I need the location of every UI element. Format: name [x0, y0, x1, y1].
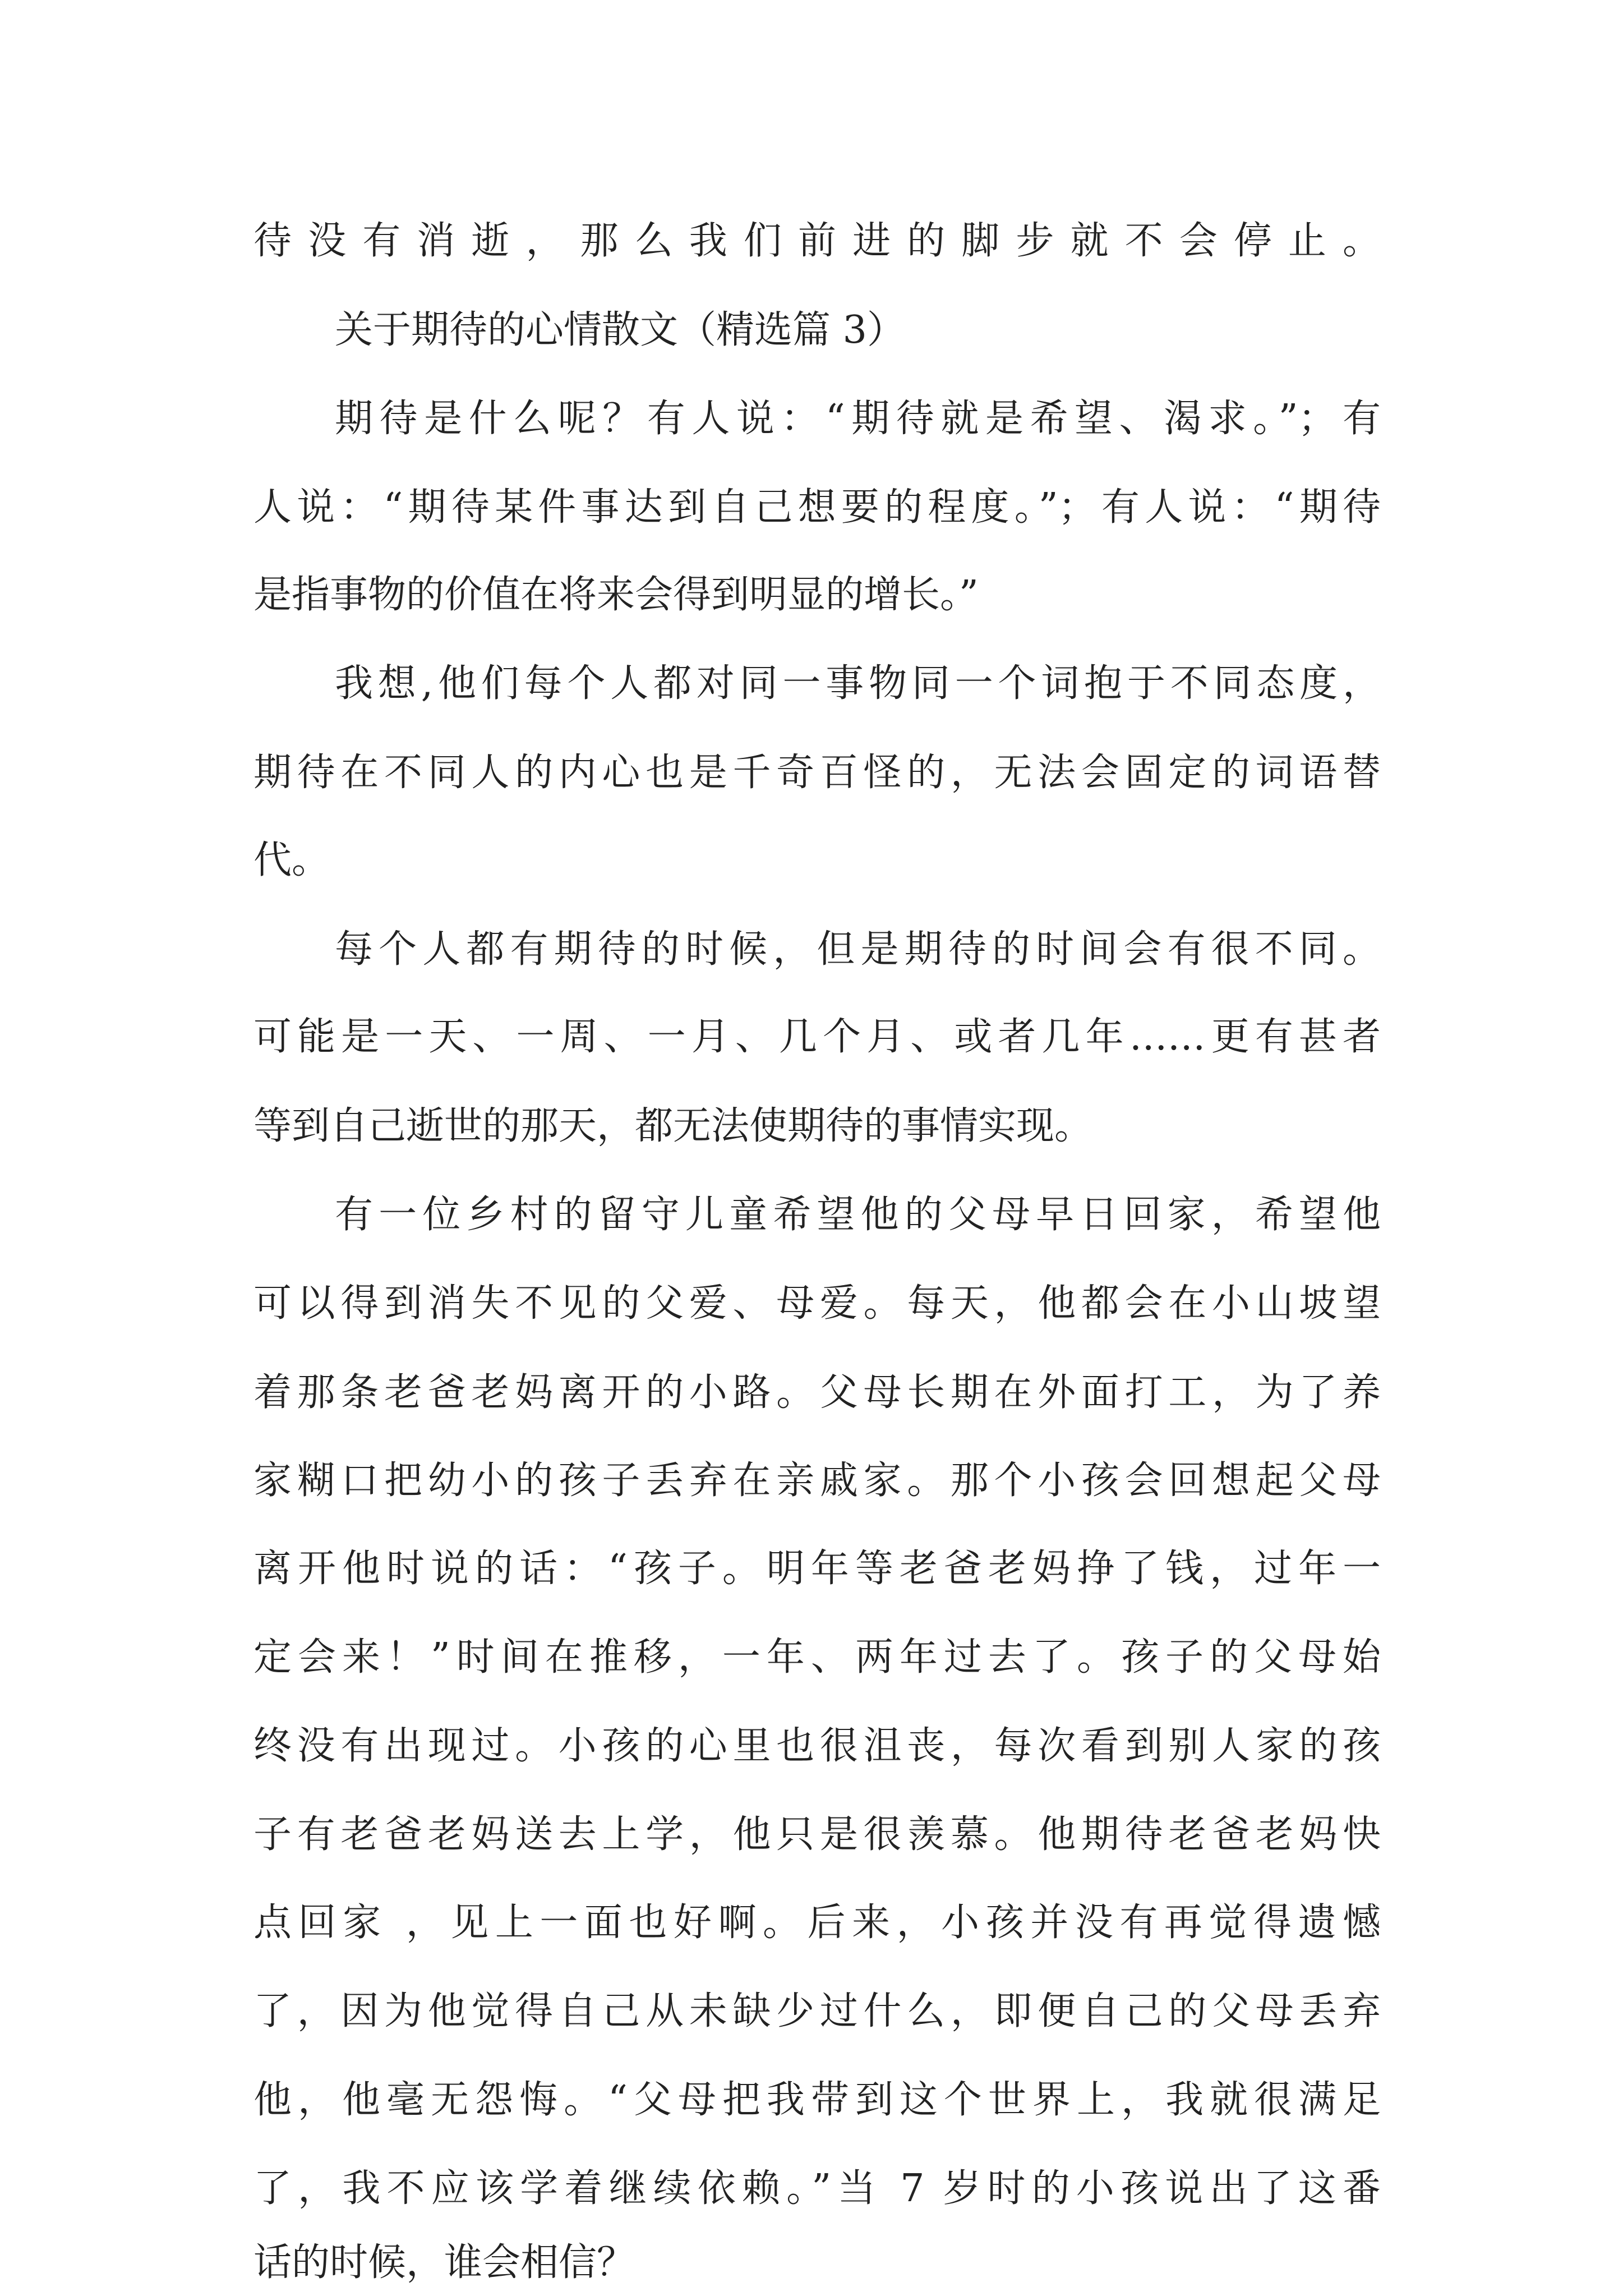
- text-line-13: 可以得到消失不见的父爱、母爱。每天，他都会在小山坡望: [253, 1281, 1381, 1326]
- text-line-22: 他，他毫无怨悔。“父母把我带到这个世界上，我就很满足: [253, 2078, 1381, 2122]
- text-line-12: 有一位乡村的留守儿童希望他的父母早日回家，希望他: [335, 1193, 1381, 1237]
- text-line-19: 子有老爸老妈送去上学，他只是很羡慕。他期待老爸老妈快: [253, 1812, 1381, 1857]
- text-line-11: 等到自己逝世的那天，都无法使期待的事情实现。: [253, 1104, 1093, 1148]
- text-line-6: 我想,他们每个人都对同一事物同一个词抱于不同态度，: [335, 661, 1381, 706]
- text-line-17: 定会来！”时间在推移，一年、两年过去了。孩子的父母始: [253, 1635, 1381, 1680]
- text-line-8: 代。: [253, 838, 330, 882]
- section-heading: 关于期待的心情散文（精选篇 3）: [335, 308, 905, 352]
- text-line-10: 可能是一天、一周、一月、几个月、或者几年……更有甚者: [253, 1015, 1381, 1059]
- text-line-3: 期待是什么呢？有人说：“期待就是希望、渴求。”；有: [335, 397, 1381, 441]
- text-line-18: 终没有出现过。小孩的心里也很沮丧，每次看到别人家的孩: [253, 1724, 1381, 1768]
- text-line-14: 着那条老爸老妈离开的小路。父母长期在外面打工，为了养: [253, 1370, 1381, 1415]
- text-line-7: 期待在不同人的内心也是千奇百怪的，无法会固定的词语替: [253, 751, 1381, 795]
- text-line-21: 了，因为他觉得自己从未缺少过什么，即便自己的父母丢弃: [253, 1989, 1381, 2033]
- text-line-4: 人说：“期待某件事达到自己想要的程度。”；有人说：“期待: [253, 485, 1381, 530]
- text-line-23: 了，我不应该学着继续依赖。”当 7 岁时的小孩说出了这番: [253, 2166, 1381, 2211]
- text-line-15: 家糊口把幼小的孩子丢弃在亲戚家。那个小孩会回想起父母: [253, 1458, 1381, 1503]
- text-line-20: 点回家 ，见上一面也好啊。后来，小孩并没有再觉得遗憾: [253, 1901, 1381, 1945]
- text-line-24: 话的时候，谁会相信？: [253, 2240, 635, 2285]
- text-line-1: 待没有消逝，那么我们前进的脚步就不会停止。: [253, 219, 1381, 263]
- text-line-16: 离开他时说的话：“孩子。明年等老爸老妈挣了钱，过年一: [253, 1547, 1381, 1591]
- text-line-5: 是指事物的价值在将来会得到明显的增长。”: [253, 573, 979, 617]
- text-line-9: 每个人都有期待的时候，但是期待的时间会有很不同。: [335, 927, 1381, 972]
